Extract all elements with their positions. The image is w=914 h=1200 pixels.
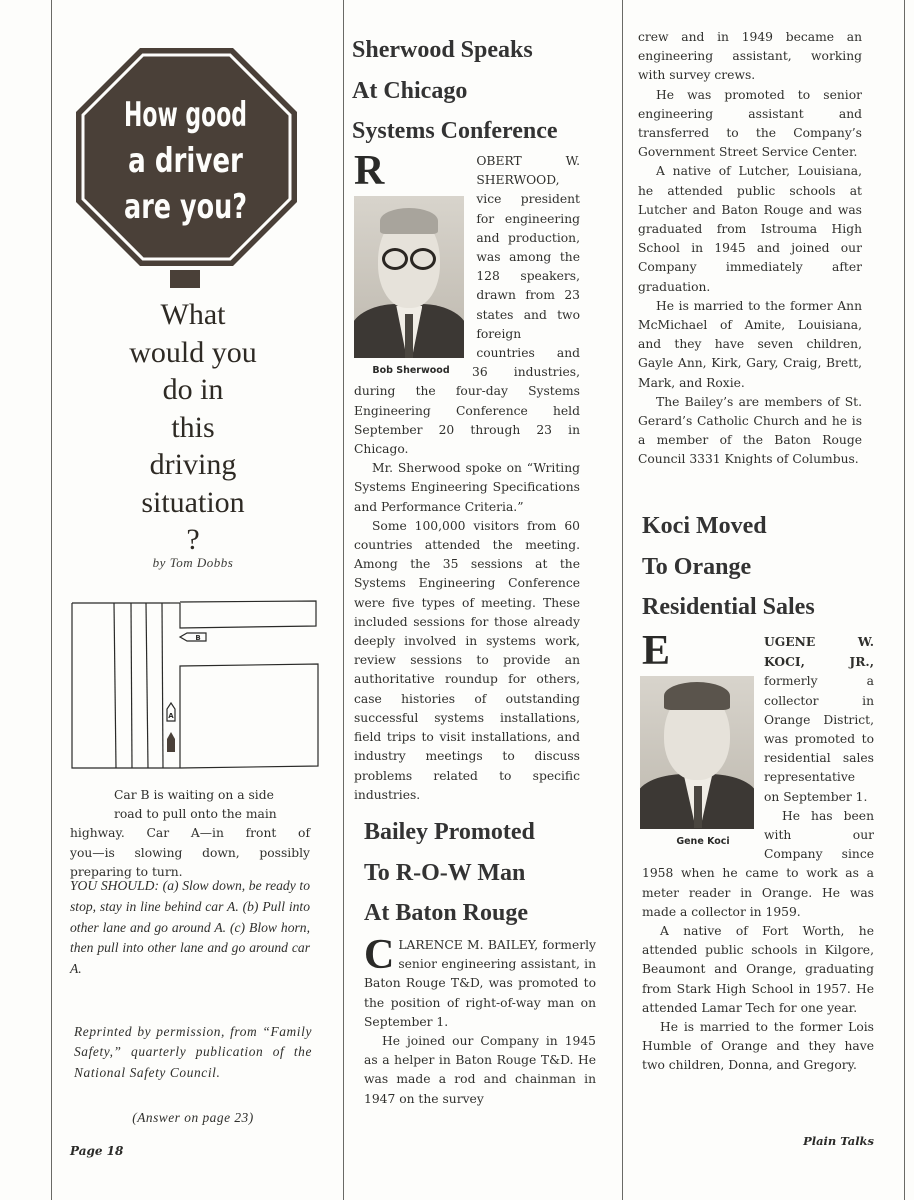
quiz-title-line: What <box>160 298 226 331</box>
quiz-title-line: ? <box>186 523 200 556</box>
koci-lead-name: UGENE W. KOCI, JR., <box>764 634 874 670</box>
drop-cap: C <box>364 932 395 978</box>
sherwood-headline <box>352 30 598 152</box>
bailey-article <box>364 932 596 1109</box>
bailey-continued-text: crew and in 1949 became an engineering assistant, working with survey crews. <box>638 30 862 83</box>
bailey-paragraph: He joined our Company in 1945 as a helper in Baton Rouge T&D. He was made a rod and chainman in 1947 on the survey <box>364 1034 596 1106</box>
page-border-left <box>51 0 52 1200</box>
quiz-title-line: this <box>171 410 215 444</box>
headline-line: At Chicago <box>352 77 468 104</box>
koci-photo <box>640 676 754 829</box>
column-divider-2 <box>622 0 623 1200</box>
headline-line: Koci Moved <box>642 513 767 539</box>
sherwood-paragraph: Mr. Sherwood spoke on “Writing Systems Engineering Specifications and Performance Criteria.” <box>354 461 580 514</box>
bailey-paragraph: He is married to the former Ann McMichael of Amite, Louisiana, and they have seven children, Gayle Ann, Kirk, Gary, Craig, Brett, Mark, and Roxie. <box>638 298 862 390</box>
koci-paragraph: He is married to the former Lois Humble of Orange and they have two children, Donna, and Gregory. <box>642 1020 874 1073</box>
koci-paragraph: He has been with our Company since 1958 when he came to work as a meter reader in Orange. He was made a collector in 1959. <box>642 808 874 919</box>
sherwood-photo <box>354 196 464 358</box>
drop-cap: R <box>354 148 385 194</box>
sign-line-2: a driver <box>128 141 244 181</box>
quiz-title-line: situation <box>141 485 245 519</box>
bailey-article-continued <box>638 28 862 470</box>
quiz-title <box>62 296 324 559</box>
koci-article <box>642 628 874 1076</box>
quiz-options: YOU SHOULD: (a) Slow down, be ready to stop, stay in line behind car A. (b) Pull into other lane and go around A. (c) Blow horn, then pull into other lane and go around car A. <box>70 878 310 977</box>
publication-name: Plain Talks <box>803 1134 874 1148</box>
sign-line-3: are you? <box>124 187 248 227</box>
bailey-paragraph: A native of Lutcher, Louisiana, he attended public schools at Lutcher and Baton Rouge and was graduated from Istrouma High School in 1945 and joined our Company immediately after graduation. <box>638 164 862 294</box>
koci-photo-caption: Gene Koci <box>676 836 730 847</box>
quiz-title-line: driving <box>149 448 237 481</box>
situation-line: Car B is waiting on a side <box>114 788 274 802</box>
bailey-headline <box>364 812 604 934</box>
quiz-byline: by Tom Dobbs <box>152 555 234 570</box>
situation-line: preparing to turn. <box>70 864 183 879</box>
sherwood-photo-caption: Bob Sherwood <box>372 365 450 376</box>
koci-headline <box>642 506 882 628</box>
quiz-title-line: do in <box>162 373 224 406</box>
car-b-icon <box>180 633 206 642</box>
reprint-credit: Reprinted by permission, from “Family Safety,” quarterly publication of the National Safety Council. <box>74 1024 312 1080</box>
sherwood-article <box>354 148 580 805</box>
situation-line: road to pull onto the main <box>114 807 277 822</box>
bailey-lead: LARENCE M. BAILEY, formerly senior engineering assistant, in Baton Rouge T&D, was promoted to the position of right-of-way man on September 1. <box>364 938 596 1029</box>
svg-text:B: B <box>195 634 201 642</box>
headline-line: Sherwood Speaks <box>352 37 533 63</box>
headline-line: Residential Sales <box>642 594 815 620</box>
headline-line: To Orange <box>642 553 752 580</box>
page-number: Page 18 <box>70 1144 124 1158</box>
stop-sign-post <box>170 270 200 288</box>
koci-lead-text: formerly a collector in Orange District, was promoted to residential sales representative on September 1. <box>764 674 874 804</box>
headline-line: Bailey Promoted <box>364 819 535 845</box>
page-border-right <box>904 0 905 1200</box>
quiz-title-line: would you <box>129 335 257 369</box>
car-a-icon <box>167 703 175 721</box>
sherwood-lead: OBERT W. SHERWOOD, vice president for engineering and production, was among the 128 speakers, drawn from 23 states and two foreign countries and 36 industries, during the four-day Systems Engineering Conference held September 20 through 23 in Chicago. <box>354 154 580 457</box>
koci-paragraph: A native of Fort Worth, he attended public schools in Kilgore, Beaumont and Orange, graduating from Stark High School in 1957. He attended Lamar Tech for one year. <box>642 924 874 1015</box>
situation-line: highway. Car A—in front of <box>70 826 310 841</box>
road-diagram <box>70 598 330 773</box>
your-car-icon <box>167 732 175 752</box>
headline-line: To R-O-W Man <box>364 859 526 886</box>
headline-line: Systems Conference <box>352 118 558 144</box>
drop-cap: E <box>642 628 671 674</box>
sherwood-paragraph: Some 100,000 visitors from 60 countries attended the meeting. Among the 35 sessions at the Systems Engineering Conference were five types of meeting. These included sessions for those already deeply involved in systems work, review sessions to provide an authoritative roundup for others, case histories of outstanding successful systems installations, field trips to visit installations, and industry meetings to discuss problems related to specific industries. <box>354 518 580 802</box>
answer-reference: (Answer on page 23) <box>132 1110 254 1125</box>
column-divider-1 <box>343 0 344 1200</box>
svg-text:A: A <box>168 712 174 720</box>
stop-sign-icon <box>74 46 299 268</box>
headline-line: At Baton Rouge <box>364 900 529 926</box>
situation-line: you—is slowing down, possibly <box>70 845 310 860</box>
sign-line-1: How good <box>124 95 248 135</box>
quiz-situation <box>70 786 310 882</box>
bailey-paragraph: The Bailey’s are members of St. Gerard’s Catholic Church and he is a member of the Baton Rouge Council 3331 Knights of Columbus. <box>638 394 862 467</box>
bailey-paragraph: He was promoted to senior engineering assistant and transferred to the Company’s Government Street Service Center. <box>638 87 862 160</box>
